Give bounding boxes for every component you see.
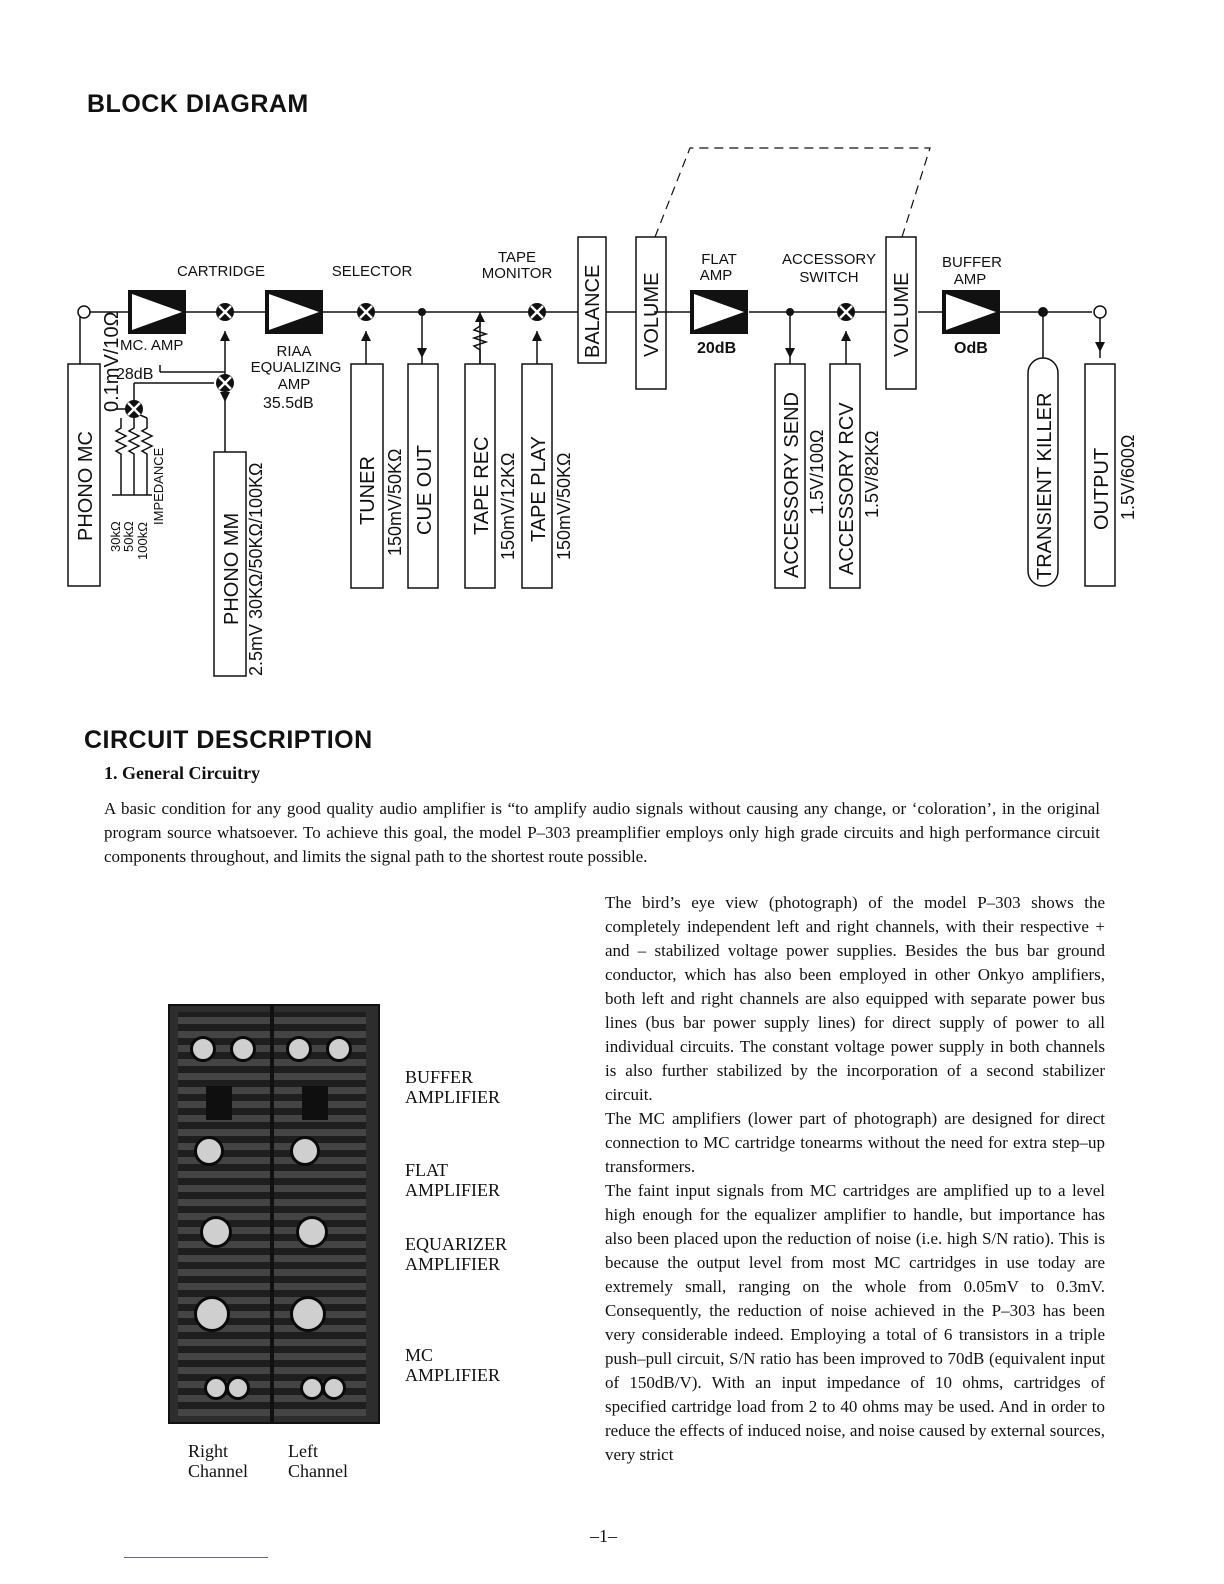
caption-buffer-amplifier: BUFFER AMPLIFIER (405, 1067, 501, 1107)
paragraph-mc-amplifiers: The MC amplifiers (lower part of photograph) are designed for direct connection to MC cartridge tonearms without the need for extra step–up transformers. (605, 1109, 1105, 1176)
body-column (605, 891, 1105, 1467)
label-balance: BALANCE (582, 264, 604, 358)
label-tape-play: TAPE PLAY (528, 436, 550, 542)
label-cartridge: CARTRIDGE (176, 263, 266, 280)
label-phono-mc-spec: 0.1mV/10Ω (101, 311, 123, 412)
label-transient-killer: TRANSIENT KILLER (1034, 392, 1056, 580)
caption-left-channel: Left Channel (288, 1441, 348, 1481)
footer-rule (124, 1557, 268, 1558)
gain-20: 20dB (697, 340, 737, 357)
circuit-description-title: CIRCUIT DESCRIPTION (84, 726, 373, 754)
gain-0: OdB (954, 340, 988, 357)
label-buffer-amp: AMP (953, 271, 987, 288)
gain-35: 35.5dB (263, 395, 314, 412)
label-cue-out: CUE OUT (414, 445, 436, 535)
label-tape-play-spec: 150mV/50KΩ (554, 452, 574, 560)
board-photo (168, 1004, 380, 1424)
label-volume-2: VOLUME (891, 272, 913, 357)
label-imp-100: 100kΩ (135, 522, 150, 560)
caption-right-channel: Right Channel (188, 1441, 248, 1481)
block-diagram-title: BLOCK DIAGRAM (87, 90, 309, 118)
label-accessory: ACCESSORY (782, 251, 876, 268)
label-tuner-spec: 150mV/50KΩ (385, 448, 405, 556)
section-heading: 1. General Circuitry (104, 763, 261, 783)
label-flat: FLAT (701, 251, 737, 268)
volume-linkage (655, 148, 930, 237)
label-eq-amp: AMP (277, 376, 311, 393)
label-acc-rcv: ACCESSORY RCV (836, 402, 858, 575)
right-channel-board (178, 1012, 270, 1416)
label-phono-mc: PHONO MC (75, 431, 97, 541)
intro-paragraph: A basic condition for any good quality audio amplifier is “to amplify audio signals without causing any change, or ‘coloration’, in the original program source whatsoever. To achieve this goal, the model P–303 preamplifier employs only high grade circuits and high performance circuit components throughout, and limits the signal path to the shortest route possible. (104, 799, 1100, 866)
label-buffer: BUFFER (942, 254, 1002, 271)
label-tape: TAPE (497, 249, 537, 266)
label-equalizing: EQUALIZING (250, 359, 342, 376)
label-tape-rec-spec: 150mV/12KΩ (498, 452, 518, 560)
label-tape-rec: TAPE REC (471, 436, 493, 535)
caption-mc-amplifier: MC AMPLIFIER (405, 1345, 501, 1385)
label-mc-amp: MC. AMP (120, 337, 184, 354)
label-volume-1: VOLUME (641, 272, 663, 357)
label-phono-mm: PHONO MM (221, 512, 243, 625)
label-output-spec: 1.5V/600Ω (1118, 434, 1138, 520)
label-acc-send: ACCESSORY SEND (781, 392, 803, 578)
label-phono-mm-spec: 2.5mV 30KΩ/50KΩ/100KΩ (246, 462, 266, 676)
caption-flat-amplifier: FLAT AMPLIFIER (405, 1160, 501, 1200)
label-output: OUTPUT (1091, 447, 1113, 530)
label-imp-50: 50kΩ (121, 521, 136, 552)
label-acc-rcv-spec: 1.5V/82KΩ (862, 430, 882, 518)
label-selector: SELECTOR (331, 263, 413, 280)
paragraph-faint-signals: The faint input signals from MC cartridges are amplified up to a level high enough for the equalizer amplifier to handle, but importance has also been placed upon the reduction of noise (i.e. high S/N ratio). This is because the output level from most MC cartridges in use today are extremely small, ranging on the whole from 0.05mV to 0.3mV. Consequently, the reduction of noise achieved in the P–303 has been very considerable indeed. Employing a total of 6 transistors in a triple push–pull circuit, S/N ratio has been improved to 70dB (equivalent input of 150dB/V). With an input impedance of 10 ohms, cartridges of specified cartridge load from 2 to 40 ohms may be used. And in order to reduce the effects of induced noise, and noise caused by external sources, very strict (605, 1181, 1105, 1464)
label-switch: SWITCH (799, 269, 859, 286)
label-flat-amp: AMP (699, 267, 733, 284)
page-number: –1– (590, 1526, 617, 1546)
label-impedance: IMPEDANCE (151, 447, 166, 525)
left-channel-board (274, 1012, 366, 1416)
label-monitor: MONITOR (481, 265, 553, 282)
gain-28: 28dB (116, 366, 154, 383)
label-tuner: TUNER (357, 456, 379, 525)
label-riaa: RIAA (276, 343, 312, 360)
paragraph-birds-eye: The bird’s eye view (photograph) of the model P–303 shows the completely independent left and right channels, with their respective + and – stabilized voltage power supplies. Besides the bus bar ground conductor, which has also been employed in other Onkyo amplifiers, both left and right channels are also equipped with separate power bus lines (bus bar power supply lines) for direct supply of power to all individual circuits. The constant voltage power supply in both channels is also further stabilized by the incorporation of a second stabilizer circuit. (605, 893, 1105, 1104)
label-imp-30: 30kΩ (108, 521, 123, 552)
block-diagram (0, 0, 1224, 700)
caption-equalizer-amplifier: EQUARIZER AMPLIFIER (405, 1234, 507, 1274)
label-acc-send-spec: 1.5V/100Ω (807, 429, 827, 515)
